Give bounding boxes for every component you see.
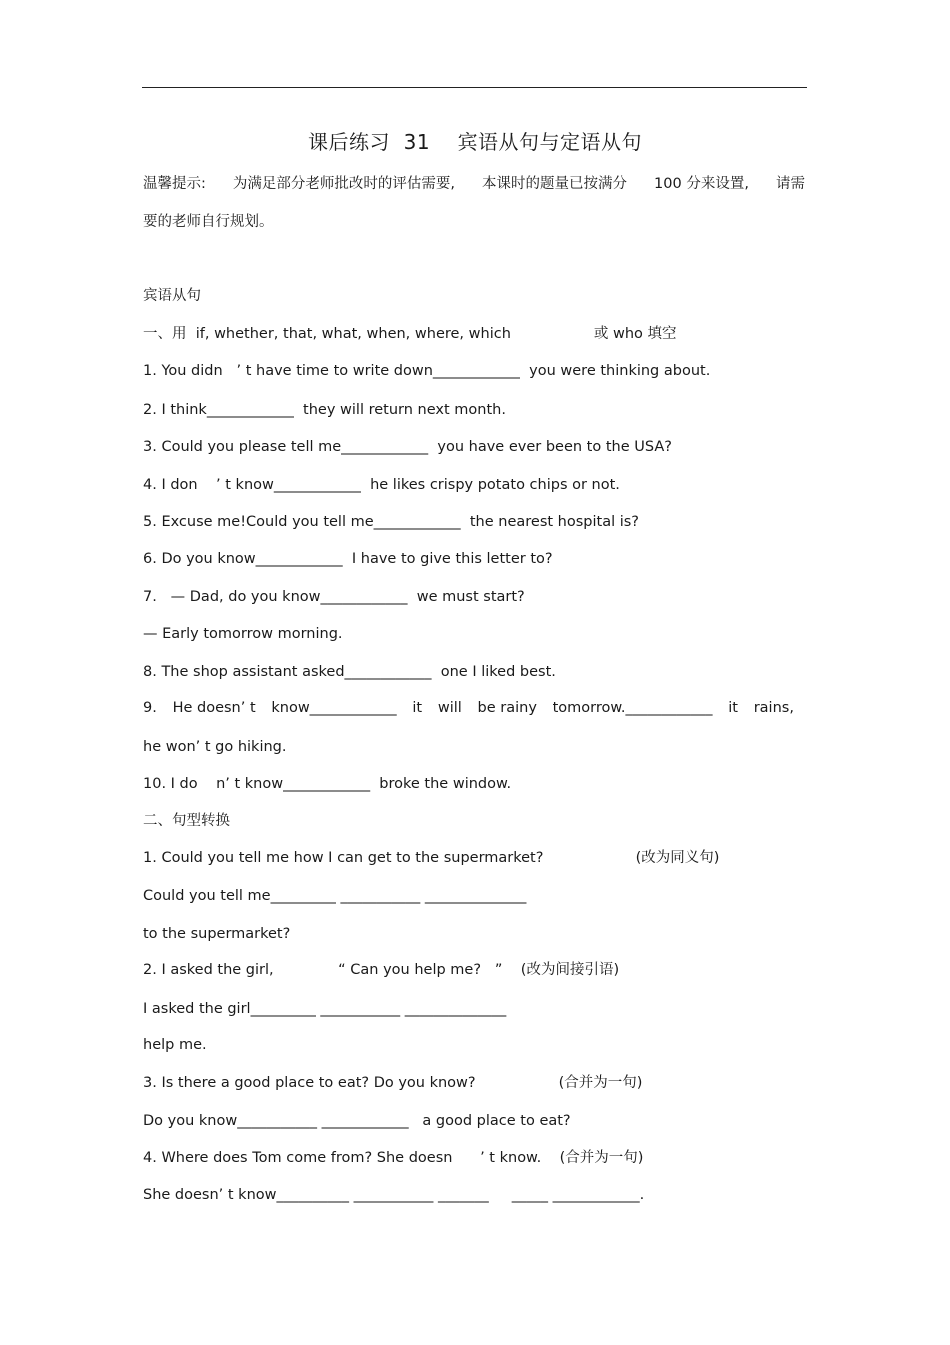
- question-line: 8. The shop assistant asked____________ one I liked best.: [143, 664, 556, 680]
- word: it: [412, 700, 423, 716]
- question-line: 3. Could you please tell me____________ you have ever been to the USA?: [143, 439, 672, 455]
- answer-line: help me.: [143, 1037, 207, 1053]
- tip-text: 本课时的题量已按满分: [482, 176, 628, 192]
- question-line: 4. I don ’ t know____________ he likes crispy potato chips or not.: [143, 477, 620, 493]
- question-line: 2. I asked the girl, “ Can you help me? ” (改为间接引语): [143, 962, 620, 978]
- section-label: 宾语从句: [143, 288, 201, 304]
- answer-line: She doesn’ t know__________ ___________ _______ _____ ____________.: [143, 1187, 645, 1203]
- tip-text: 为满足部分老师批改时的评估需要,: [232, 176, 456, 192]
- part1-heading: 一、用 if, whether, that, what, when, where, which 或 who 填空: [143, 326, 677, 342]
- word: tomorrow.____________: [552, 700, 713, 716]
- answer-line: Could you tell me_________ ___________ ______________: [143, 888, 527, 904]
- question-line: — Early tomorrow morning.: [143, 626, 343, 642]
- part2-heading: 二、句型转换: [143, 813, 230, 829]
- word: it: [728, 700, 738, 716]
- question-line: 2. I think____________ they will return next month.: [143, 402, 506, 418]
- header-rule: [142, 87, 807, 88]
- question-line: 4. Where does Tom come from? She doesn ’ t know. (合并为一句): [143, 1150, 644, 1166]
- word: 9.: [143, 700, 157, 716]
- question-line: 7. — Dad, do you know____________ we must start?: [143, 589, 525, 605]
- question-line-9: [143, 699, 794, 717]
- question-line: 5. Excuse me!Could you tell me____________ the nearest hospital is?: [143, 514, 640, 530]
- question-line: he won’ t go hiking.: [143, 739, 287, 755]
- word: will: [437, 700, 462, 716]
- word: be rainy: [477, 700, 537, 716]
- tip-line-2: 要的老师自行规划。: [143, 214, 274, 230]
- answer-line: Do you know___________ ____________ a good place to eat?: [143, 1113, 571, 1129]
- page-title: 课后练习 31 宾语从句与定语从句: [307, 130, 643, 154]
- question-line: 3. Is there a good place to eat? Do you know? (合并为一句): [143, 1075, 643, 1091]
- question-line: 1. Could you tell me how I can get to the supermarket? (改为同义句): [143, 850, 720, 866]
- word: know____________: [271, 700, 397, 716]
- answer-line: I asked the girl_________ ___________ ______________: [143, 1001, 507, 1017]
- tip-text: 请需: [775, 176, 805, 192]
- answer-line: to the supermarket?: [143, 926, 291, 942]
- word: rains,: [753, 700, 794, 716]
- tip-line-1: [143, 175, 805, 193]
- word: He doesn’ t: [172, 700, 256, 716]
- tip-text: 100 分来设置,: [654, 176, 749, 192]
- question-line: 1. You didn ’ t have time to write down____________ you were thinking about.: [143, 363, 711, 379]
- tip-text: 温馨提示:: [143, 176, 206, 192]
- question-line: 10. I do n’ t know____________ broke the window.: [143, 776, 512, 792]
- question-line: 6. Do you know____________ I have to give this letter to?: [143, 551, 553, 567]
